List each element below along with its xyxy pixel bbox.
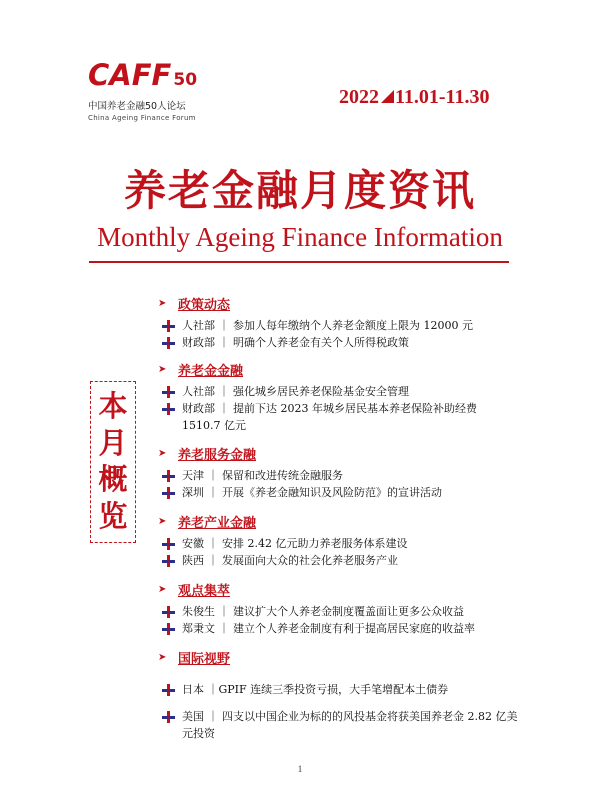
caff50-logo: [88, 60, 238, 122]
list-item: 人社部 ｜ 参加人每年缴纳个人养老金额度上限为 12000 元: [158, 317, 518, 334]
list-item: 财政部 ｜ 明确个人养老金有关个人所得税政策: [158, 334, 518, 351]
arrow-right-icon: ➤: [158, 447, 167, 459]
logo-chinese-name: 中国养老金融50人论坛: [88, 101, 186, 112]
cross-bullet-icon: [162, 711, 175, 723]
section-policy-news: [158, 293, 518, 351]
cross-bullet-icon: [162, 684, 175, 696]
list-item: 深圳 ｜ 开展《养老金融知识及风险防范》的宣讲活动: [158, 484, 518, 501]
list-item: 财政部 ｜ 提前下达 2023 年城乡居民基本养老保险补助经费 1510.7 亿元: [158, 400, 518, 434]
logo-wordmark: CAFF 50: [88, 58, 198, 92]
triangle-icon: [381, 90, 394, 103]
cross-bullet-icon: [162, 403, 175, 415]
list-item: 陕西 ｜ 发展面向大众的社会化养老服务产业: [158, 552, 518, 569]
issue-date-range: 11.01-11.30: [395, 86, 490, 108]
issue-date: [339, 86, 489, 109]
section-header: [158, 647, 518, 667]
cross-bullet-icon: [162, 337, 175, 349]
monthly-overview-label-box: [90, 381, 136, 543]
list-item: 天津 ｜ 保留和改进传统金融服务: [158, 467, 518, 484]
section-pension-finance: [158, 359, 518, 434]
cross-bullet-icon: [162, 470, 175, 482]
section-header: [158, 293, 518, 313]
section-elderly-service-finance: [158, 443, 518, 501]
page-title-chinese: 养老金融月度资讯: [123, 166, 476, 215]
list-item: 日本 ｜GPIF 连续三季投资亏损，大手笔增配本土债券: [158, 681, 518, 698]
cross-bullet-icon: [162, 487, 175, 499]
list-item: 安徽 ｜ 安排 2.42 亿元助力养老服务体系建设: [158, 535, 518, 552]
cross-bullet-icon: [162, 623, 175, 635]
section-title[interactable]: 养老金金融: [178, 363, 244, 379]
cross-bullet-icon: [162, 386, 175, 398]
title-divider: [89, 261, 509, 263]
section-elderly-industry-finance: [158, 511, 518, 569]
page-number: 1: [297, 764, 303, 774]
section-title[interactable]: 政策动态: [178, 297, 231, 313]
section-header: [158, 359, 518, 379]
cross-bullet-icon: [162, 320, 175, 332]
arrow-right-icon: ➤: [158, 297, 167, 309]
section-title[interactable]: 观点集萃: [178, 583, 231, 599]
section-title[interactable]: 养老服务金融: [178, 447, 257, 463]
section-header: [158, 511, 518, 531]
cross-bullet-icon: [162, 538, 175, 550]
list-item: 人社部 ｜ 强化城乡居民养老保险基金安全管理: [158, 383, 518, 400]
monthly-overview-label: 本 月 概 览: [98, 389, 128, 533]
arrow-right-icon: ➤: [158, 583, 167, 595]
issue-year: 2022: [339, 86, 379, 108]
page-title-english: Monthly Ageing Finance Information: [97, 222, 503, 252]
section-title[interactable]: 养老产业金融: [178, 515, 257, 531]
list-item: 朱俊生 ｜ 建议扩大个人养老金制度覆盖面让更多公众收益: [158, 603, 518, 620]
arrow-right-icon: ➤: [158, 363, 167, 375]
list-item: 郑秉文 ｜ 建立个人养老金制度有利于提高居民家庭的收益率: [158, 620, 518, 637]
section-header: [158, 443, 518, 463]
arrow-right-icon: ➤: [158, 651, 167, 663]
section-viewpoints: [158, 579, 518, 637]
cross-bullet-icon: [162, 555, 175, 567]
list-item: 美国 ｜ 四支以中国企业为标的的风投基金将获美国养老金 2.82 亿美元投资: [158, 708, 518, 742]
section-international: [158, 647, 518, 742]
section-title[interactable]: 国际视野: [178, 651, 231, 667]
section-header: [158, 579, 518, 599]
cross-bullet-icon: [162, 606, 175, 618]
logo-english-name: China Ageing Finance Forum: [88, 114, 196, 122]
arrow-right-icon: ➤: [158, 515, 167, 527]
